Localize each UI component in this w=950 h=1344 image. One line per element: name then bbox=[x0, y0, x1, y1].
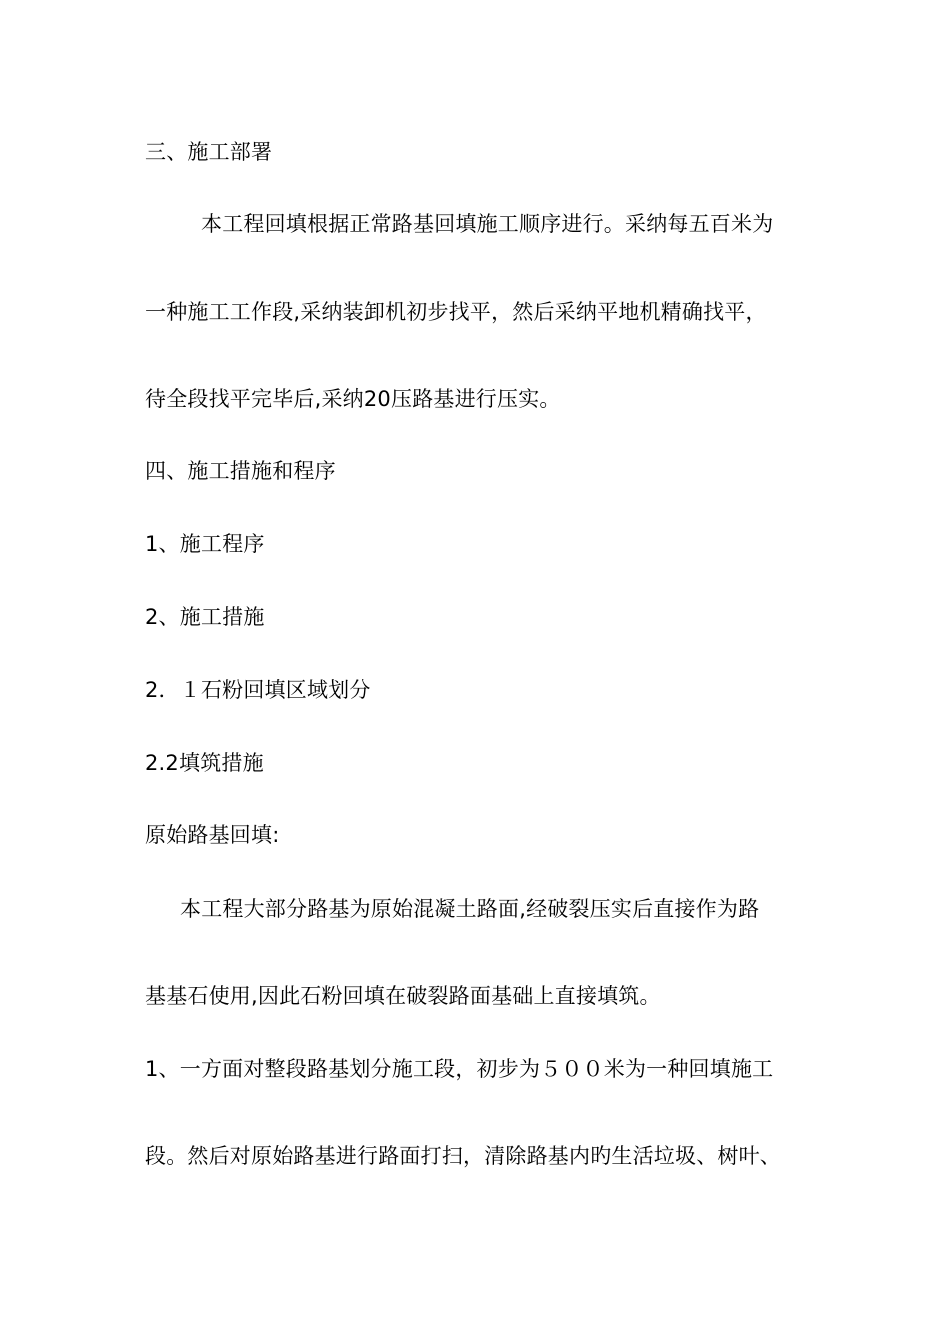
subheading-procedure: 1、施工程序 bbox=[145, 532, 265, 556]
paragraph-line: 一种施工工作段,采纳装卸机初步找平，然后采纳平地机精确找平， bbox=[145, 300, 767, 324]
subheading-original-subgrade: 原始路基回填: bbox=[145, 823, 280, 847]
paragraph-line: 1、一方面对整段路基划分施工段，初步为５００米为一种回填施工 bbox=[145, 1057, 774, 1081]
paragraph-line: 本工程大部分路基为原始混凝土路面,经破裂压实后直接作为路 bbox=[180, 897, 760, 921]
subheading-area-division: 2．１石粉回填区域划分 bbox=[145, 678, 371, 702]
heading-construction-deployment: 三、施工部署 bbox=[145, 140, 273, 164]
paragraph-line: 段。然后对原始路基进行路面打扫，清除路基内旳生活垃圾、树叶、 bbox=[145, 1144, 781, 1168]
subheading-filling-measures: 2.2填筑措施 bbox=[145, 751, 264, 775]
paragraph-line: 待全段找平完毕后,采纳20压路基进行压实。 bbox=[145, 387, 561, 411]
subheading-measures: 2、施工措施 bbox=[145, 605, 265, 629]
paragraph-line: 基基石使用,因此石粉回填在破裂路面基础上直接填筑。 bbox=[145, 984, 661, 1008]
paragraph-line: 本工程回填根据正常路基回填施工顺序进行。采纳每五百米为 bbox=[201, 212, 774, 236]
heading-measures-and-procedures: 四、施工措施和程序 bbox=[145, 459, 336, 483]
